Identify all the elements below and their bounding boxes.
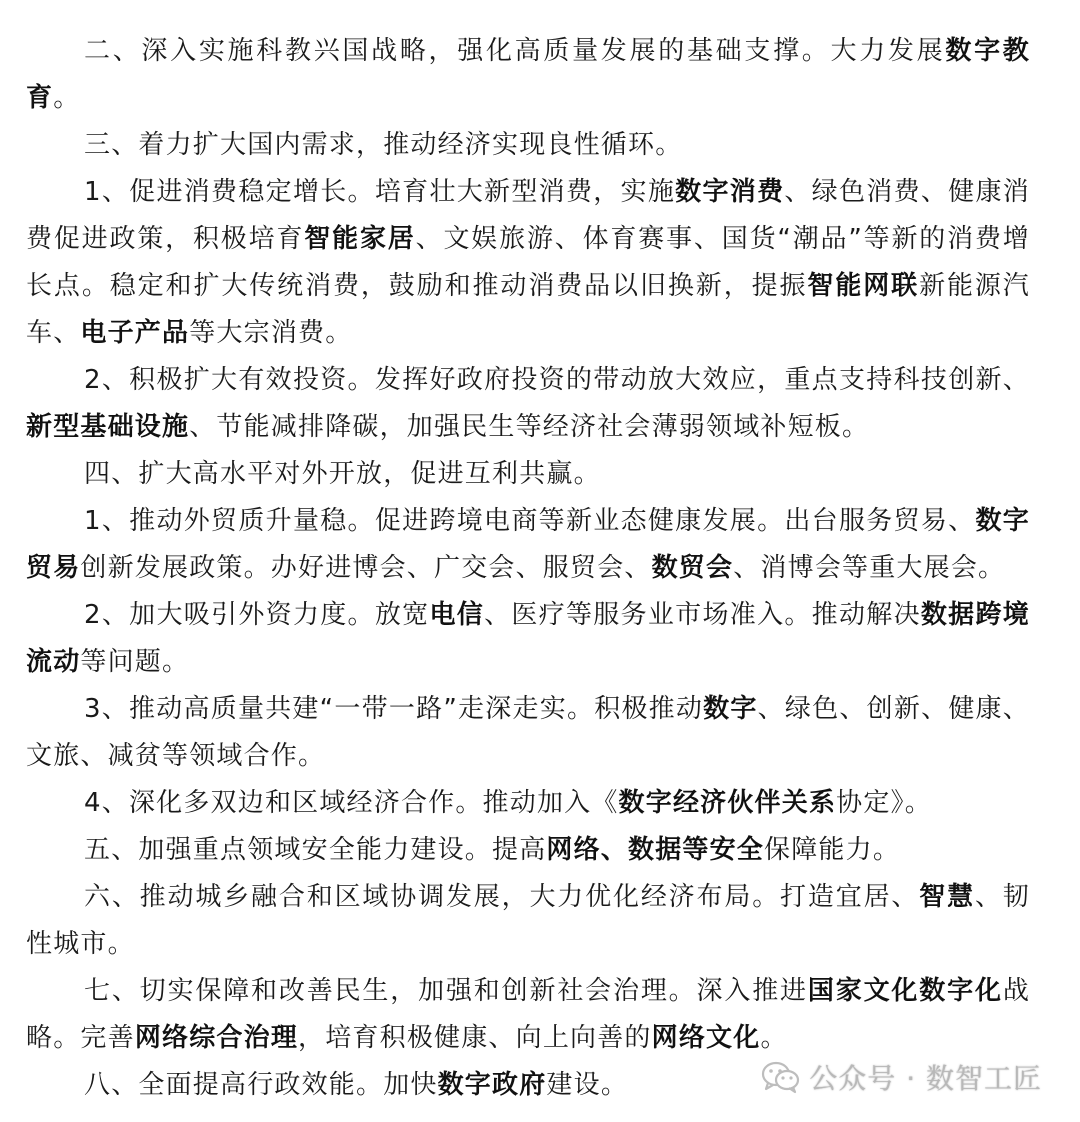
- bold-keyword: 数字贸易: [26, 506, 1030, 583]
- text-run: 2、加大吸引外资力度。放宽: [84, 600, 430, 630]
- text-run: 八、全面提高行政效能。加快: [84, 1070, 438, 1100]
- text-run: 新能源汽车、: [26, 271, 1030, 348]
- text-run: 、文娱旅游、体育赛事、国货“潮品”等新的消费增长点。稳定和扩大传统消费，鼓励和推动消费品以旧换新，提振: [26, 224, 1030, 301]
- text-run: 、节能减排降碳，加强民生等经济社会薄弱领域补短板。: [189, 412, 870, 442]
- bold-keyword: 网络、数据等安全: [546, 835, 765, 865]
- bold-keyword: 新型基础设施: [26, 412, 190, 442]
- bold-keyword: 数字教育: [26, 36, 1030, 113]
- paragraph: [26, 968, 1030, 1062]
- bold-keyword: 数字消费: [675, 177, 785, 207]
- text-run: 、绿色消费、健康消费促进政策，积极培育: [26, 177, 1030, 254]
- text-run: 六、推动城乡融合和区域协调发展，大力优化经济布局。打造宜居、: [84, 882, 920, 912]
- text-run: 战略。完善: [26, 976, 1031, 1053]
- text-run: 四、扩大高水平对外开放，促进互利共赢。: [84, 459, 601, 489]
- bold-keyword: 网络文化: [651, 1023, 761, 1053]
- document-body: [26, 28, 1030, 1109]
- paragraph: [26, 451, 1030, 498]
- text-run: 五、加强重点领域安全能力建设。提高: [84, 835, 547, 865]
- text-run: 、韧性城市。: [26, 882, 1030, 959]
- text-run: 。: [760, 1023, 788, 1053]
- text-run: 、消博会等重大展会。: [733, 553, 1006, 583]
- paragraph: [26, 357, 1030, 451]
- text-run: 2、积极扩大有效投资。发挥好政府投资的带动放大效应，重点支持科技创新、: [84, 365, 1030, 395]
- wechat-icon: [761, 1060, 801, 1094]
- bold-keyword: 数字: [703, 694, 758, 724]
- paragraph: [26, 874, 1030, 968]
- text-run: 协定》。: [836, 788, 932, 818]
- paragraph: [26, 827, 1030, 874]
- bold-keyword: 网络综合治理: [134, 1023, 299, 1053]
- bold-keyword: 数据跨境流动: [26, 600, 1030, 677]
- bold-keyword: 智慧: [919, 882, 975, 912]
- bold-keyword: 电子产品: [80, 318, 190, 348]
- bold-keyword: 智能家居: [304, 224, 416, 254]
- text-run: 保障能力。: [764, 835, 901, 865]
- text-run: 七、切实保障和改善民生，加强和创新社会治理。深入推进: [84, 976, 808, 1006]
- paragraph: [26, 122, 1030, 169]
- text-run: 建设。: [546, 1070, 629, 1100]
- paragraph: [26, 780, 1030, 827]
- bold-keyword: 数字经济伙伴关系: [618, 788, 837, 818]
- text-run: 1、促进消费稳定增长。培育壮大新型消费，实施: [84, 177, 676, 207]
- text-run: 创新发展政策。办好进博会、广交会、服贸会、: [80, 553, 652, 583]
- paragraph: [26, 498, 1030, 592]
- text-run: 三、着力扩大国内需求，推动经济实现良性循环。: [84, 130, 683, 160]
- text-run: 二、深入实施科教兴国战略，强化高质量发展的基础支撑。大力发展: [84, 36, 946, 66]
- bold-keyword: 电信: [429, 600, 485, 630]
- bold-keyword: 数字政府: [437, 1070, 547, 1100]
- text-run: 3、推动高质量共建“一带一路”走深走实。积极推动: [84, 694, 704, 724]
- text-run: 。: [53, 83, 81, 113]
- bold-keyword: 国家文化数字化: [807, 976, 1003, 1006]
- paragraph: [26, 169, 1030, 357]
- text-run: 1、推动外贸质升量稳。促进跨境电商等新业态健康发展。出台服务贸易、: [84, 506, 976, 536]
- text-run: 、医疗等服务业市场准入。推动解决: [484, 600, 921, 630]
- text-run: 等大宗消费。: [189, 318, 353, 348]
- paragraph: [26, 686, 1030, 780]
- bold-keyword: 数贸会: [651, 553, 734, 583]
- bold-keyword: 智能网联: [807, 271, 920, 301]
- text-run: 、绿色、创新、健康、文旅、减贫等领域合作。: [26, 694, 1030, 771]
- text-run: 4、深化多双边和区域经济合作。推动加入《: [84, 788, 619, 818]
- paragraph: [26, 592, 1030, 686]
- paragraph: [26, 28, 1030, 122]
- watermark: [759, 1054, 1044, 1100]
- watermark-text: 公众号 · 数智工匠: [809, 1062, 1042, 1095]
- text-run: 等问题。: [80, 647, 190, 677]
- text-run: ，培育积极健康、向上向善的: [298, 1023, 652, 1053]
